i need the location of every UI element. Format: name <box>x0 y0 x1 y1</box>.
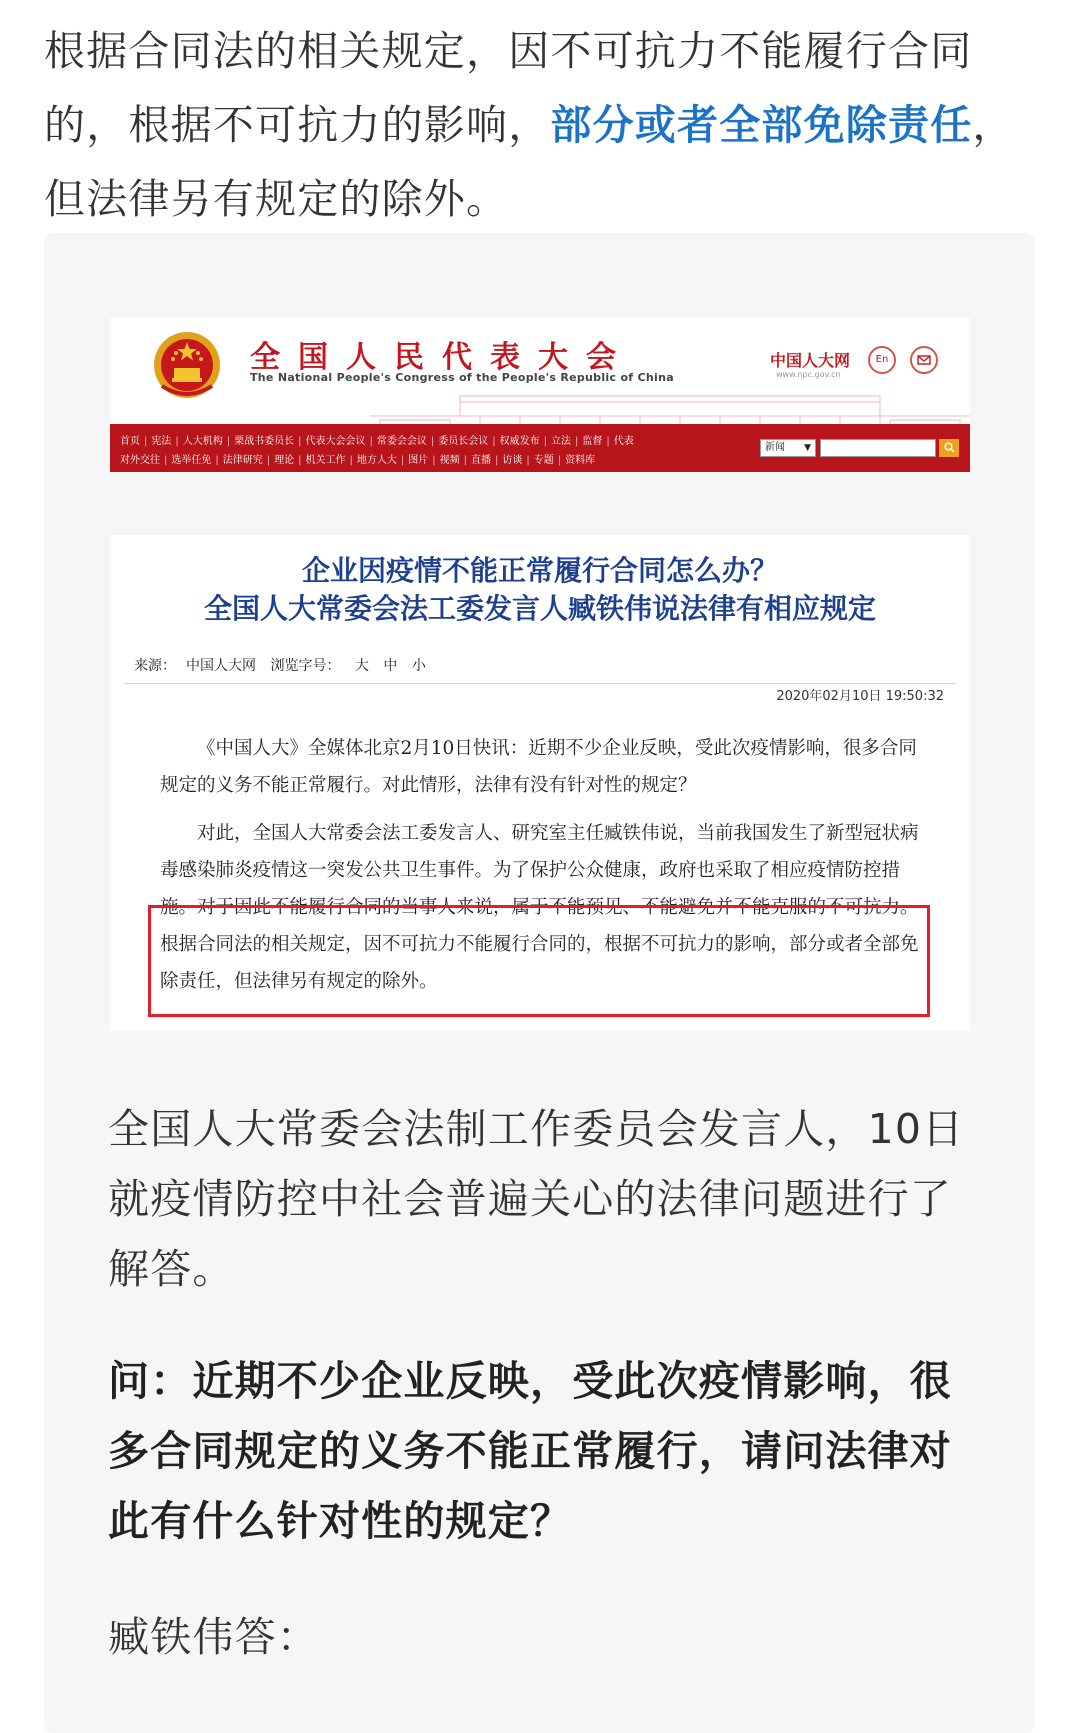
nav-separator: | <box>463 455 467 466</box>
nav-link[interactable]: 机关工作 <box>305 455 346 466</box>
english-version-button[interactable]: En <box>868 346 896 374</box>
nav-link[interactable]: 监督 <box>582 436 603 447</box>
nav-link[interactable]: 委员长会议 <box>438 436 489 447</box>
nav-link[interactable]: 地方人大 <box>356 455 397 466</box>
article-title-line2: 全国人大常委会法工委发言人臧铁伟说法律有相应规定 <box>203 592 876 625</box>
nav-separator: | <box>557 455 562 466</box>
npc-name-en: The National People's Congress of the People's Republic of China <box>250 371 674 384</box>
nav-link[interactable]: 栗战书委员长 <box>234 436 295 447</box>
npc-nav-bar <box>110 424 970 472</box>
nav-separator: | <box>215 455 219 466</box>
nav-link[interactable]: 首页 <box>120 436 140 447</box>
nav-separator: | <box>575 436 579 447</box>
nav-separator: | <box>226 436 231 447</box>
npc-name-cn: 全国人民代表大会 <box>250 340 634 375</box>
article-paragraph-1: 《中国人大》全媒体北京2月10日快讯：近期不少企业反映，受此次疫情影响，很多合同规定的义务不能正常履行。对此情形，法律有没有针对性的规定？ <box>160 738 917 796</box>
nav-link[interactable]: 图片 <box>408 455 429 466</box>
npc-site-header <box>110 318 970 473</box>
mail-button[interactable] <box>910 346 938 374</box>
nav-row-1 <box>120 432 638 447</box>
search-input[interactable] <box>820 439 936 457</box>
font-size-small[interactable]: 小 <box>411 658 426 674</box>
intro-highlight: 部分或者全部免除责任 <box>550 101 973 149</box>
nav-row-2 <box>120 451 599 466</box>
nav-link[interactable]: 视频 <box>439 455 460 466</box>
search-category-select[interactable] <box>760 439 816 457</box>
nav-link[interactable]: 理论 <box>274 455 295 466</box>
nav-link[interactable]: 资料库 <box>565 455 596 466</box>
intro-text-end: ，但法律另有规定的除外。 <box>44 101 1015 223</box>
search-category-value: 新闻 <box>765 442 785 453</box>
nav-link[interactable]: 权威发布 <box>499 436 540 447</box>
body-paragraph: 全国人大常委会法制工作委员会发言人，10日就疫情防控中社会普遍关心的法律问题进行了解答。 <box>108 1105 965 1293</box>
nav-link[interactable]: 代表 <box>613 436 634 447</box>
nav-link[interactable]: 代表大会会议 <box>305 436 366 447</box>
divider <box>124 683 956 684</box>
nav-separator: | <box>430 436 435 447</box>
nav-separator: | <box>495 455 499 466</box>
nav-separator: | <box>298 436 302 447</box>
npc-url: www.npc.gov.cn <box>776 370 841 379</box>
nav-link[interactable]: 常委会会议 <box>376 436 427 447</box>
nav-link[interactable]: 专题 <box>533 455 554 466</box>
mail-icon <box>917 353 931 367</box>
nav-separator: | <box>526 455 530 466</box>
nav-link[interactable]: 人大机构 <box>182 436 223 447</box>
nav-link[interactable]: 直播 <box>471 455 491 466</box>
nav-separator: | <box>164 455 168 466</box>
nav-separator: | <box>432 455 436 466</box>
nav-separator: | <box>144 436 148 447</box>
question-paragraph: 问：近期不少企业反映，受此次疫情影响，很多合同规定的义务不能正常履行，请问法律对此有什么针对性的规定？ <box>108 1357 952 1545</box>
nav-link[interactable]: 选举任免 <box>171 455 212 466</box>
article-screenshot <box>110 535 970 1031</box>
npc-brand-logo[interactable]: 中国人大网 <box>770 351 851 370</box>
nav-link[interactable]: 访谈 <box>502 455 523 466</box>
nav-separator: | <box>266 455 271 466</box>
nav-separator: | <box>543 436 547 447</box>
national-emblem-icon <box>152 328 222 402</box>
source-value: 中国人大网 <box>186 658 256 674</box>
article-paragraph-2: 对此，全国人大常委会法工委发言人、研究室主任臧铁伟说，当前我国发生了新型冠状病毒感染肺炎疫情这一突发公共卫生事件。为了保护公众健康，政府也采取了相应疫情防控措施。对于因此不能履行合同的当事人来说，属于不能预见、不能避免并不能克服的不可抗力。根据合同法的相关规定，因不可抗力不能履行合同的，根据不可抗力的影响，部分或者全部免除责任，但法律另有规定的除外。 <box>160 823 919 992</box>
intro-text: 根据合同法的相关规定，因不可抗力不能履行合同的，根据不可抗力的影响， <box>44 27 973 149</box>
highlight-box <box>148 905 930 1017</box>
nav-link[interactable]: 法律研究 <box>222 455 263 466</box>
article-title-line1: 企业因疫情不能正常履行合同怎么办？ <box>301 554 778 587</box>
article-datetime: 2020年02月10日 19:50:32 <box>776 689 944 704</box>
nav-separator: | <box>400 455 405 466</box>
font-size-label: 浏览字号： <box>270 658 341 674</box>
nav-separator: | <box>492 436 496 447</box>
search-icon <box>944 442 955 453</box>
nav-link[interactable]: 宪法 <box>151 436 172 447</box>
nav-separator: | <box>175 436 179 447</box>
answer-label: 臧铁伟答： <box>108 1613 319 1661</box>
nav-link[interactable]: 立法 <box>551 436 571 447</box>
font-size-large[interactable]: 大 <box>354 658 369 674</box>
chevron-down-icon: ▼ <box>804 443 811 453</box>
nav-link[interactable]: 对外交往 <box>120 455 160 466</box>
intro-paragraph <box>44 14 1044 236</box>
nav-separator: | <box>606 436 610 447</box>
nav-separator: | <box>369 436 373 447</box>
nav-separator: | <box>349 455 353 466</box>
search-button[interactable] <box>939 439 959 457</box>
nav-separator: | <box>298 455 302 466</box>
source-label: 来源： <box>134 658 176 674</box>
article-meta <box>134 655 436 675</box>
font-size-medium[interactable]: 中 <box>383 658 398 674</box>
